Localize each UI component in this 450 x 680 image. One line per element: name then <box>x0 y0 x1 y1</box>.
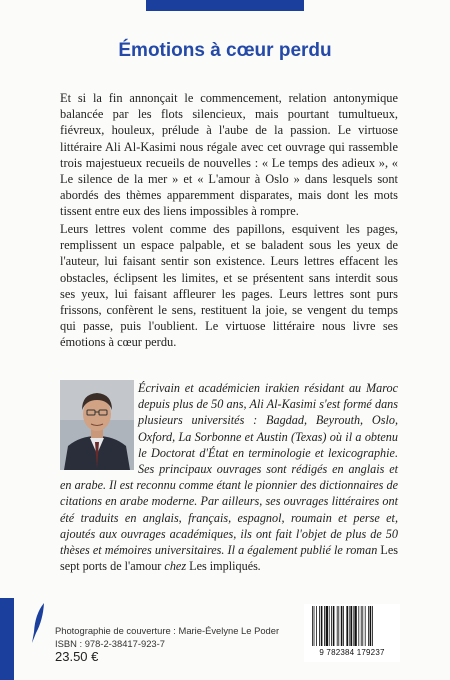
barcode-bar <box>361 606 362 646</box>
barcode-digits: 9 782384 179237 <box>319 648 385 657</box>
barcode-bar <box>353 606 354 646</box>
barcode-bar <box>358 606 359 646</box>
barcode-bar <box>349 606 350 646</box>
summary-paragraph-1: Et si la fin annonçait le commencement, relation antonymique balancée par les flots silencieux, mais pourtant tumultueux, fiévreux, houleux, prélude à l'aube de la passion. Le virtuose littéraire Ali Al-Kasimi nous régale avec cet ouvrage qui rassemble trois majestueux recueils de nouvelles : « Le temps des adieux », « Le silence de la mer » et « L'amour à Oslo » dans lesquels sont abordés des thèmes apparemment disparates, mais dont les mots tissent entre eux des liens impossibles à rompre. <box>60 91 398 219</box>
barcode-bars <box>310 606 394 648</box>
barcode-bar <box>326 606 328 646</box>
barcode-bar <box>350 606 352 646</box>
barcode-bar <box>362 606 363 646</box>
barcode-bar <box>365 606 366 646</box>
barcode-bar <box>354 606 356 646</box>
barcode-bar <box>324 606 325 646</box>
barcode-bar <box>331 606 332 646</box>
bio-text: Écrivain et académicien irakien résidant au Maroc depuis plus de 50 ans, Ali Al-Kasimi s'est formé dans plusieurs universités : Bagdad, Beyrouth, Oslo, Oxford, La Sorbonne et Austin (Texas) où il a obtenu le Doctorat d'État en terminologie et lexicographie. Ses principaux ouvrages sont rédigés en anglais et en arabe. Il est reconnu comme étant le pionnier des dictionnaires de citations en arabe moderne. Par ailleurs, ses ouvrages littéraires ont été traduits en anglais, français, espagnol, roumain et perse et, ajoutés aux ouvrages académiques, ils ont fait l'objet de plus de 50 thèses et mémoires universitaires. Il a également publié le roman <box>60 381 398 558</box>
summary-paragraph-2: Leurs lettres volent comme des papillons, esquivent les pages, remplissent un espace palpable, et se baladent sous les yeux de l'auteur, lui faisant sentir son existence. Leurs lettres effacent les obstacles, éclipsent les limites, et se présentent sans interdit sous ses yeux, lui faisant affleurer les pages. Leurs lettres sont purs frissons, confèrent le sens, restituent la joie, se vengent du temps qui passe, puis l'oublient. Le virtuose littéraire nous livre ses émotions à cœur perdu. <box>60 222 398 350</box>
top-accent-bar <box>146 0 304 11</box>
barcode-bar <box>368 606 369 646</box>
barcode-bar <box>346 606 348 646</box>
barcode-bar <box>341 606 343 646</box>
author-biography <box>60 380 398 574</box>
barcode-bar <box>314 606 315 646</box>
bio-end: . <box>257 559 261 574</box>
barcode-bar <box>372 606 373 646</box>
barcode-bar <box>329 606 330 646</box>
barcode-bar <box>370 606 372 646</box>
barcode-bar <box>337 606 338 646</box>
quill-pen-icon <box>31 602 47 644</box>
portrait-spacer <box>60 380 138 470</box>
bio-novel-title: Les sept ports de l'amour <box>60 543 398 574</box>
barcode-bar <box>316 606 317 646</box>
bio-publisher-prefix: chez <box>161 559 190 574</box>
barcode-bar <box>343 606 344 646</box>
barcode-bar <box>312 606 313 646</box>
book-title: Émotions à cœur perdu <box>118 40 332 61</box>
bio-publisher: Les impliqués <box>189 559 258 574</box>
photo-credit: Photographie de couverture : Marie-Évelyne Le Poder <box>55 625 280 636</box>
barcode-bar <box>333 606 335 646</box>
barcode-bar <box>338 606 339 646</box>
barcode-bar <box>321 606 323 646</box>
barcode <box>304 604 400 662</box>
barcode-bar <box>319 606 320 646</box>
isbn-text: ISBN : 978-2-38417-923-7 <box>55 638 165 649</box>
side-accent-bar <box>0 598 14 680</box>
price-text: 23.50 € <box>55 649 99 664</box>
credits-block <box>55 624 305 663</box>
